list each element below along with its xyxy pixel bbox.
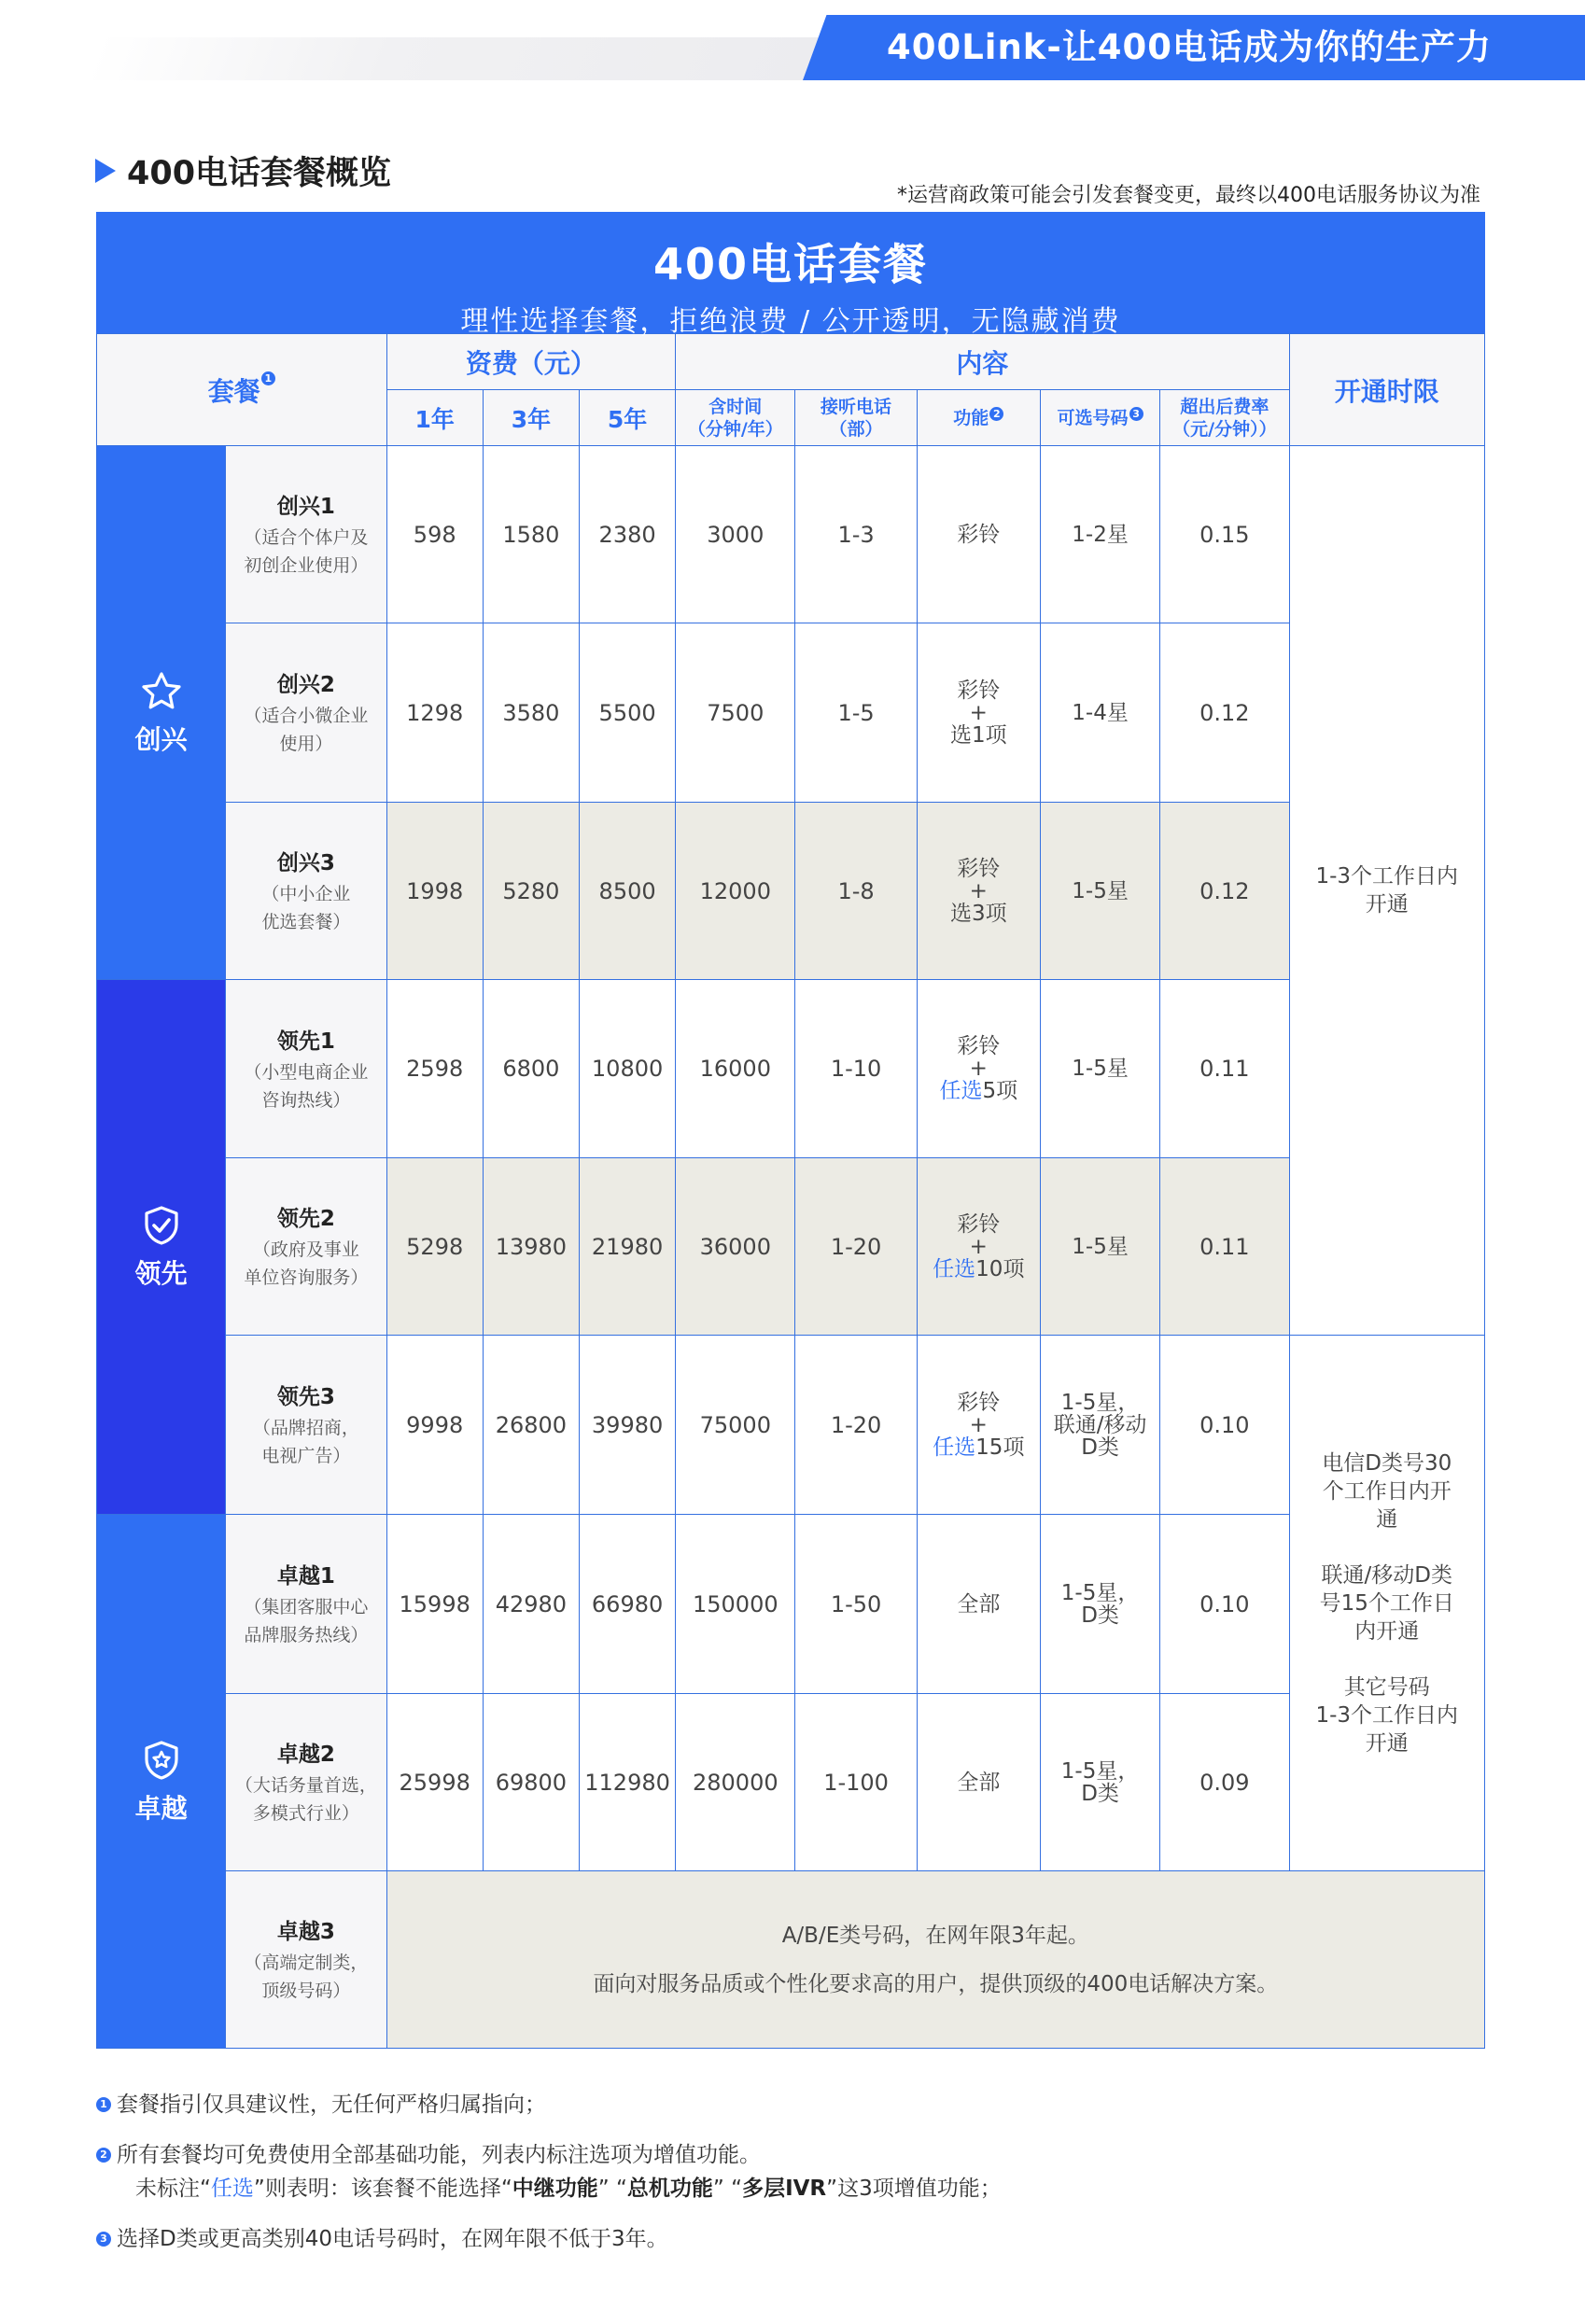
lines-value: 1-20 [795,1158,917,1336]
header-overage: 超出后费率 （元/分钟）） [1160,390,1289,446]
fee-1-year: 2598 [386,980,483,1158]
fee-1-year: 9998 [386,1336,483,1515]
custom-package-description: A/B/E类号码，在网年限3年起。 面向对服务品质或个性化要求高的用户，提供顶级的400电话解决方案。 [386,1871,1484,2049]
footnote-mark: 1 [261,371,275,385]
fee-5-year: 66980 [579,1515,675,1694]
fee-1-year: 1998 [386,803,483,980]
minutes-value: 3000 [676,446,795,623]
minutes-value: 75000 [676,1336,795,1515]
table-row [97,1694,1485,1871]
minutes-value: 150000 [676,1515,795,1694]
footnote-mark: 3 [1129,407,1143,421]
fee-1-year: 15998 [386,1515,483,1694]
table-row [97,980,1485,1158]
lines-value: 1-20 [795,1336,917,1515]
table-row [97,1158,1485,1336]
lines-value: 1-50 [795,1515,917,1694]
fee-5-year: 8500 [579,803,675,980]
feature-value: 全部 [917,1694,1040,1871]
shield-check-icon [139,1203,184,1248]
table-title: 400电话套餐 [652,239,929,289]
overage-rate: 0.12 [1160,803,1289,980]
fee-3-year: 42980 [483,1515,579,1694]
fee-5-year: 112980 [579,1694,675,1871]
package-name-cell: 领先2 （政府及事业 单位咨询服务） [226,1158,386,1336]
fee-3-year: 26800 [483,1336,579,1515]
minutes-value: 12000 [676,803,795,980]
overage-rate: 0.11 [1160,980,1289,1158]
fee-5-year: 5500 [579,623,675,803]
numbers-value: 1-2星 [1040,446,1159,623]
banner-title: 400Link-让400电话成为你的生产力 [886,27,1492,67]
fee-5-year: 10800 [579,980,675,1158]
minutes-value: 7500 [676,623,795,803]
lines-value: 1-5 [795,623,917,803]
fee-1-year: 1298 [386,623,483,803]
fee-3-year: 1580 [483,446,579,623]
package-name-cell: 卓越2 （大话务量首选， 多模式行业） [226,1694,386,1871]
table-subtitle: 理性选择套餐，拒绝浪费 / 公开透明，无隐藏消费 [460,305,1121,338]
feature-value: 全部 [917,1515,1040,1694]
lines-value: 1-10 [795,980,917,1158]
feature-value: 彩铃 [917,446,1040,623]
minutes-value: 280000 [676,1694,795,1871]
table-row [97,623,1485,803]
feature-value: 彩铃 + 选3项 [917,803,1040,980]
fee-1-year: 5298 [386,1158,483,1336]
tier-zhuoyue: 卓越 [97,1515,226,2049]
fee-3-year: 6800 [483,980,579,1158]
tier-lingxian: 领先 [97,980,226,1515]
open-time-d-class: 电信D类号30 个工作日内开 通 联通/移动D类 号15个工作日 内开通 其它号码 1-3个工作日内 开通 [1289,1336,1484,1871]
footnote-1: 1 套餐指引仅具建议性，无任何严格归属指向； [96,2088,1496,2121]
open-time-standard: 1-3个工作日内 开通 [1289,446,1484,1336]
header-content: 内容 [676,334,1289,390]
header-minutes: 含时间 （分钟/年） [676,390,795,446]
package-name-cell: 领先3 （品牌招商， 电视广告） [226,1336,386,1515]
header-fee: 资费（元） [386,334,676,390]
package-table [96,212,1485,2049]
fee-3-year: 3580 [483,623,579,803]
package-name-cell: 创兴1 （适合个体户及 初创企业使用） [226,446,386,623]
feature-value: 彩铃 + 任选15项 [917,1336,1040,1515]
footnote-3: 3 选择D类或更高类别40电话号码时，在网年限不低于3年。 [96,2222,1496,2256]
fee-3-year: 69800 [483,1694,579,1871]
table-row [97,1515,1485,1694]
header-feature: 功能 2 [917,390,1040,446]
star-icon [139,669,184,714]
fee-5-year: 21980 [579,1158,675,1336]
lines-value: 1-3 [795,446,917,623]
triangle-icon [95,159,116,183]
header-lines: 接听电话 （部） [795,390,917,446]
fee-3-year: 5280 [483,803,579,980]
section-title [95,147,391,194]
overage-rate: 0.12 [1160,623,1289,803]
banner-strip [86,37,830,80]
numbers-value: 1-5星 [1040,1158,1159,1336]
shield-star-icon [139,1738,184,1783]
numbers-value: 1-5星 [1040,803,1159,980]
footnote-mark: 2 [96,2148,111,2163]
fee-1-year: 25998 [386,1694,483,1871]
footnote-mark: 2 [989,407,1003,421]
overage-rate: 0.15 [1160,446,1289,623]
feature-value: 彩铃 + 任选5项 [917,980,1040,1158]
package-name-cell: 创兴2 （适合小微企业 使用） [226,623,386,803]
package-grid [96,333,1485,2049]
header-package: 套餐 1 [97,334,387,446]
section-title-text: 400电话套餐概览 [127,155,392,192]
numbers-value: 1-5星， D类 [1040,1694,1159,1871]
header-5-year: 5年 [579,390,675,446]
footnote-mark: 1 [96,2097,111,2112]
overage-rate: 0.10 [1160,1515,1289,1694]
lines-value: 1-100 [795,1694,917,1871]
overage-rate: 0.10 [1160,1336,1289,1515]
numbers-value: 1-4星 [1040,623,1159,803]
header-numbers: 可选号码 3 [1040,390,1159,446]
package-name-cell: 领先1 （小型电商企业 咨询热线） [226,980,386,1158]
minutes-value: 16000 [676,980,795,1158]
fee-1-year: 598 [386,446,483,623]
footnote-2: 2 所有套餐均可免费使用全部基础功能，列表内标注选项为增值功能。 未标注“任选”则表明：该套餐不能选择“中继功能” “总机功能” “多层IVR”这3项增值功能； [96,2138,1496,2205]
table-row [97,1336,1485,1515]
overage-rate: 0.09 [1160,1694,1289,1871]
footnote-mark: 3 [96,2232,111,2247]
header-3-year: 3年 [483,390,579,446]
feature-value: 彩铃 + 任选10项 [917,1158,1040,1336]
minutes-value: 36000 [676,1158,795,1336]
numbers-value: 1-5星， D类 [1040,1515,1159,1694]
header-open-time: 开通时限 [1289,334,1484,446]
package-name-cell: 卓越3 （高端定制类， 顶级号码） [226,1871,386,2049]
feature-value: 彩铃 + 选1项 [917,623,1040,803]
header-1-year: 1年 [386,390,483,446]
numbers-value: 1-5星 [1040,980,1159,1158]
overage-rate: 0.11 [1160,1158,1289,1336]
fee-5-year: 2380 [579,446,675,623]
package-name-cell: 卓越1 （集团客服中心 品牌服务热线） [226,1515,386,1694]
footnotes [96,2088,1496,2273]
table-row [97,446,1485,623]
table-row [97,1871,1485,2049]
table-header-banner [96,212,1485,338]
table-row [97,803,1485,980]
tier-chuangxing: 创兴 [97,446,226,980]
fee-3-year: 13980 [483,1158,579,1336]
numbers-value: 1-5星， 联通/移动 D类 [1040,1336,1159,1515]
policy-note: *运营商政策可能会引发套餐变更，最终以400电话服务协议为准 [897,184,1480,207]
package-name-cell: 创兴3 （中小企业 优选套餐） [226,803,386,980]
fee-5-year: 39980 [579,1336,675,1515]
lines-value: 1-8 [795,803,917,980]
